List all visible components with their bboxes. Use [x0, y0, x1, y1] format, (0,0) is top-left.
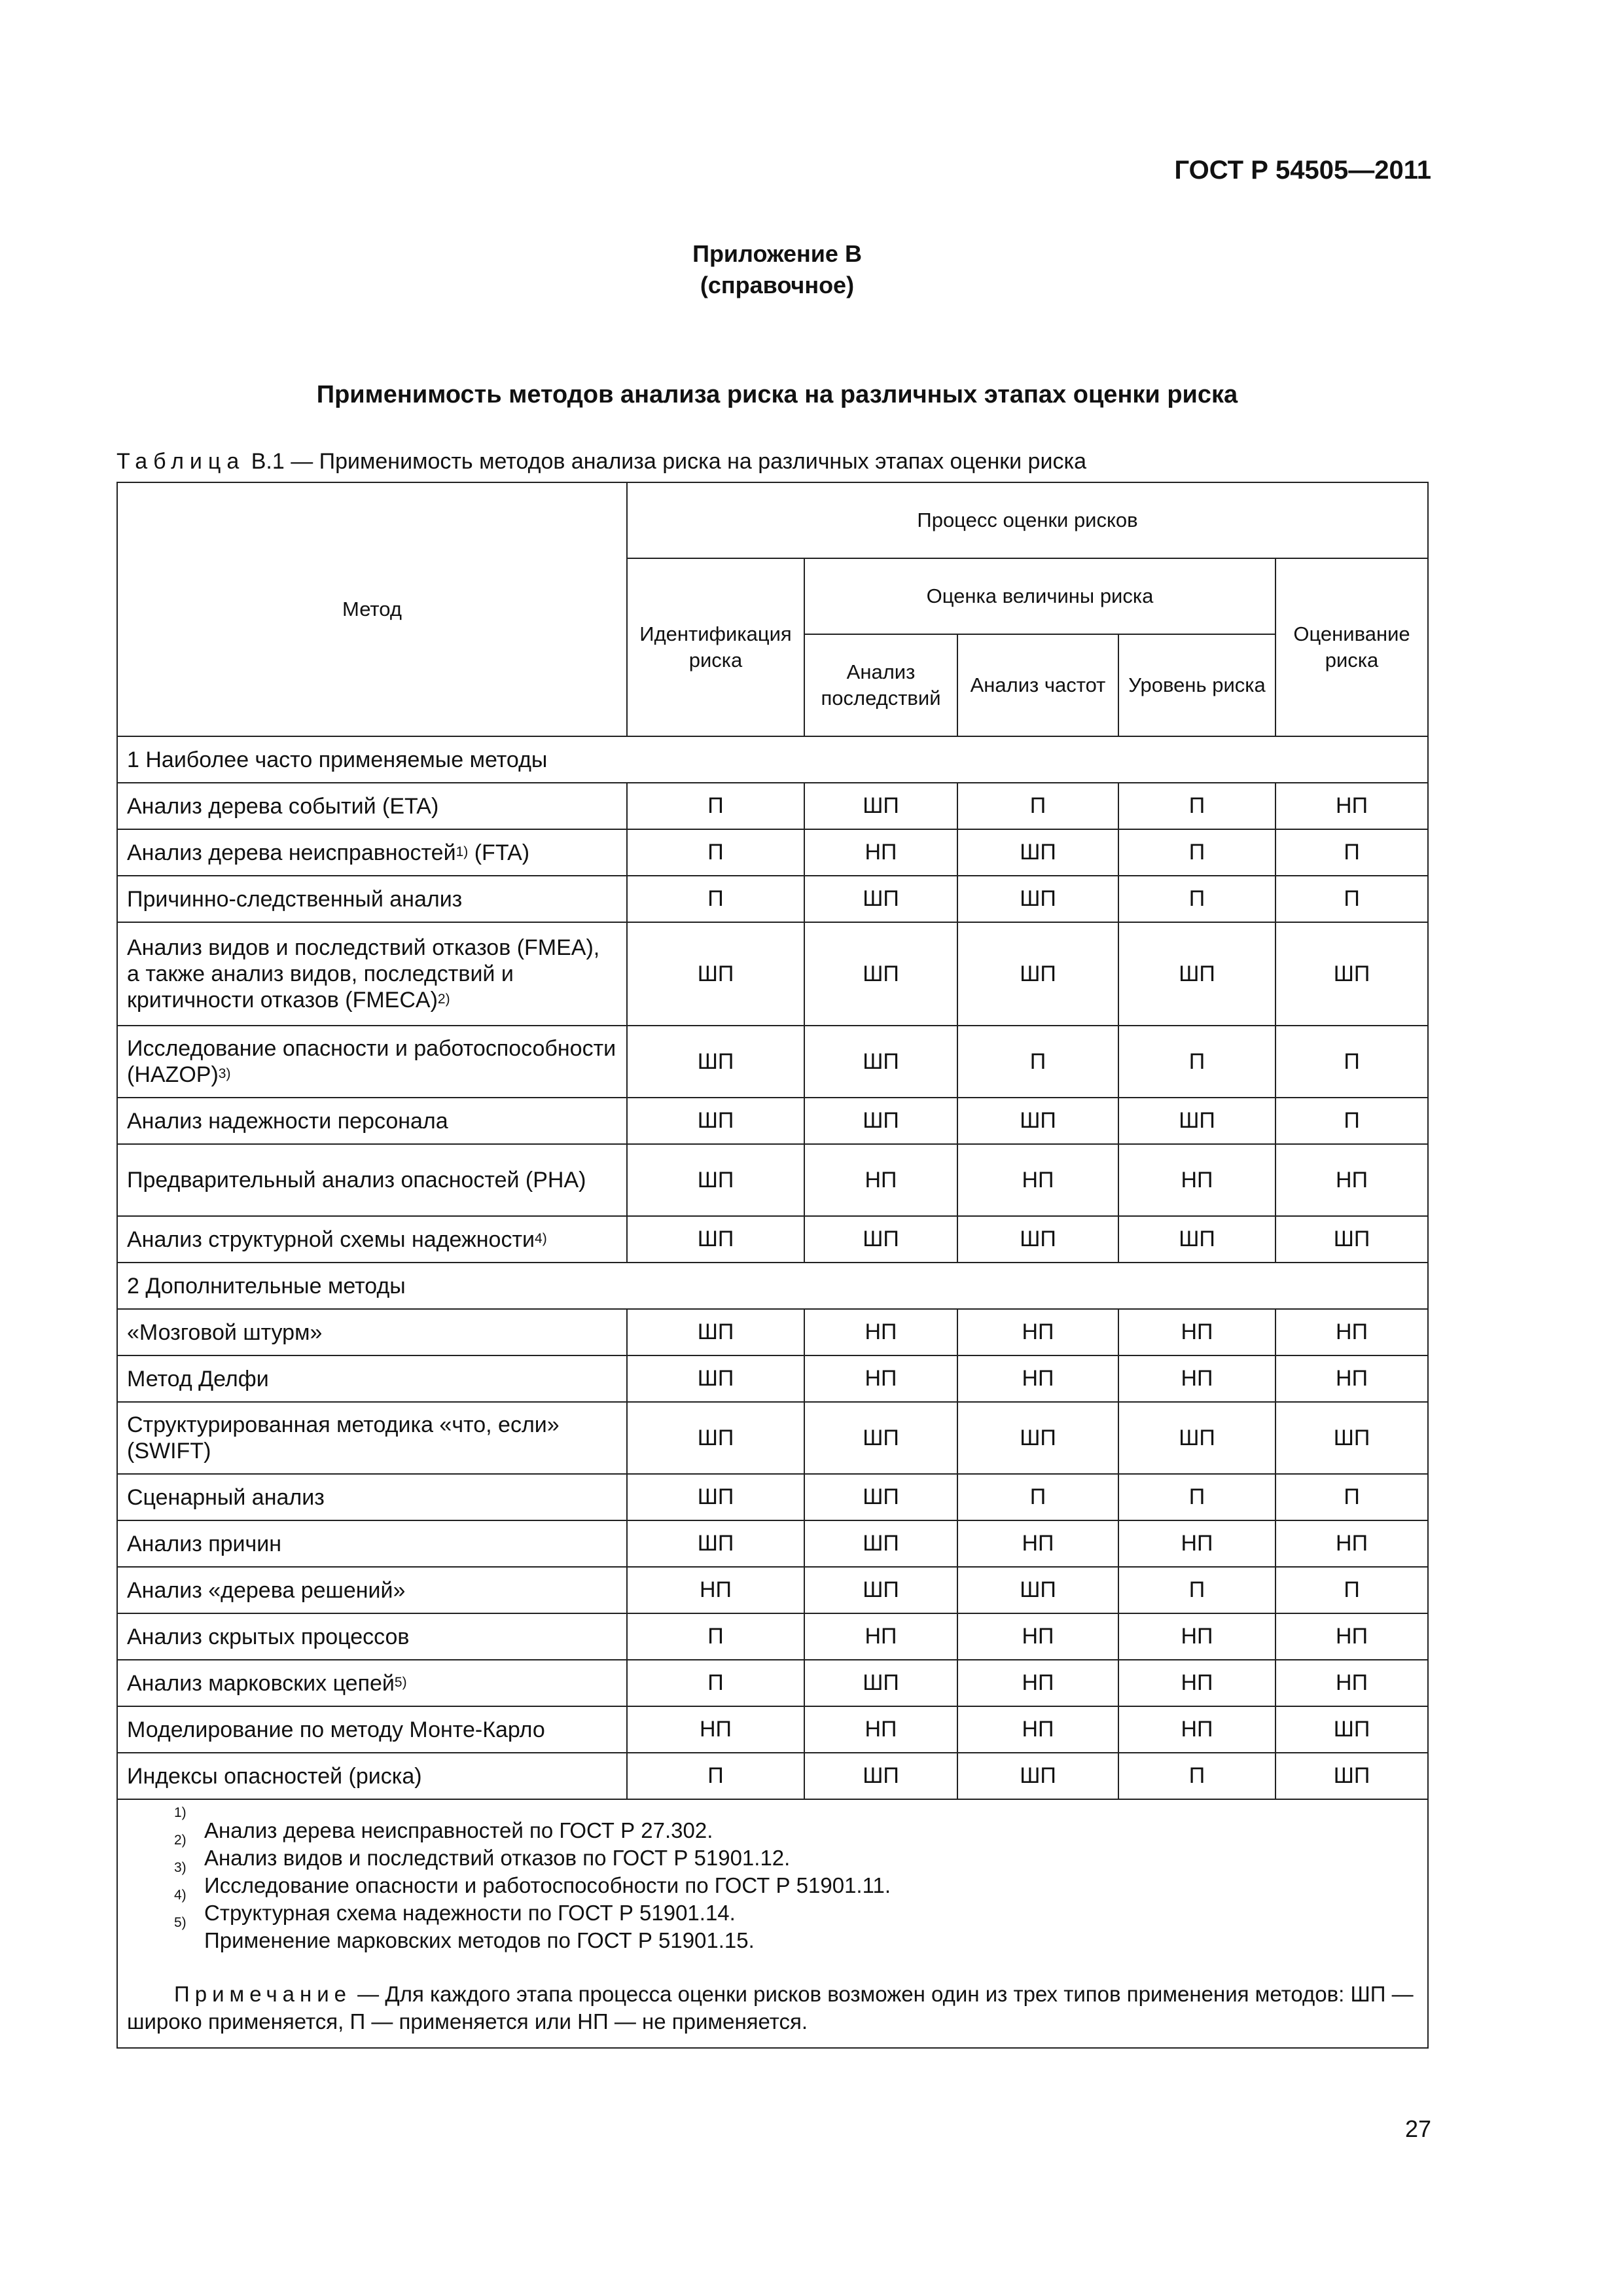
footnote-text: Структурная схема надежности по ГОСТ Р 51901.14.	[204, 1901, 736, 1925]
applicability-cell: НП	[1275, 1355, 1428, 1402]
applicability-cell: НП	[957, 1144, 1118, 1216]
method-name-suffix: (FTA)	[468, 840, 530, 865]
applicability-cell: НП	[957, 1355, 1118, 1402]
applicability-cell: П	[1275, 1567, 1428, 1613]
applicability-cell: ШП	[1275, 1402, 1428, 1474]
method-cell	[117, 876, 627, 922]
applicability-cell: П	[957, 783, 1118, 829]
footnote: 1) Анализ дерева неисправностей по ГОСТ Р 27.302.	[174, 1805, 713, 1842]
method-name: Анализ причин	[127, 1531, 282, 1556]
footnotes-cell	[117, 1799, 1428, 2048]
method-cell	[117, 829, 627, 876]
applicability-cell: П	[957, 1474, 1118, 1520]
applicability-cell: П	[1118, 1474, 1275, 1520]
appendix-label: Приложение В	[692, 240, 862, 267]
section-row	[117, 736, 1428, 783]
applicability-cell: НП	[1275, 1613, 1428, 1660]
table-footer	[117, 1799, 1428, 2048]
methods-table	[116, 482, 1429, 2049]
applicability-cell: ШП	[804, 1402, 957, 1474]
method-name: Исследование опасности и работоспособности (HAZOP)	[127, 1036, 616, 1087]
applicability-cell: НП	[1275, 1660, 1428, 1706]
applicability-cell: НП	[804, 1355, 957, 1402]
applicability-cell: ШП	[1118, 922, 1275, 1026]
header-frequencies: Анализ частот	[957, 634, 1118, 736]
applicability-cell: НП	[957, 1613, 1118, 1660]
method-cell	[117, 1567, 627, 1613]
applicability-cell: НП	[957, 1520, 1118, 1567]
applicability-cell: НП	[804, 1144, 957, 1216]
page-title: Применимость методов анализа риска на различных этапах оценки риска	[316, 381, 1238, 408]
table-row	[117, 1474, 1428, 1520]
table-row	[117, 1309, 1428, 1355]
table-row	[117, 1567, 1428, 1613]
method-name: Метод Делфи	[127, 1366, 269, 1391]
method-cell	[117, 922, 627, 1026]
applicability-cell: ШП	[804, 1474, 957, 1520]
method-name: Анализ скрытых процессов	[127, 1624, 410, 1649]
footnote: 4) Структурная схема надежности по ГОСТ Р 51901.14.	[174, 1888, 736, 1925]
applicability-cell: ШП	[804, 1216, 957, 1263]
table-caption	[116, 449, 1086, 475]
method-cell	[117, 1355, 627, 1402]
method-name: Моделирование по методу Монте-Карло	[127, 1717, 545, 1742]
applicability-cell: П	[1275, 1026, 1428, 1098]
table-note	[127, 1981, 1418, 2036]
applicability-cell: ШП	[804, 922, 957, 1026]
applicability-cell: П	[1118, 1026, 1275, 1098]
applicability-cell: НП	[1275, 1520, 1428, 1567]
applicability-cell: ШП	[627, 1402, 804, 1474]
applicability-cell: ШП	[1275, 1753, 1428, 1799]
footnotes-list	[127, 1805, 1418, 1954]
table-row	[117, 922, 1428, 1026]
section-title: 1 Наиболее часто применяемые методы	[117, 736, 1428, 783]
method-name: «Мозговой штурм»	[127, 1319, 323, 1345]
applicability-cell: П	[627, 1613, 804, 1660]
method-name: Индексы опасностей (риска)	[127, 1763, 422, 1789]
applicability-cell: ШП	[627, 922, 804, 1026]
applicability-cell: П	[1118, 1567, 1275, 1613]
document-code: ГОСТ Р 54505—2011	[1174, 156, 1431, 185]
table-row	[117, 1026, 1428, 1098]
applicability-cell: ШП	[804, 1026, 957, 1098]
applicability-cell: НП	[804, 1309, 957, 1355]
method-name: Анализ марковских цепей	[127, 1670, 395, 1696]
applicability-cell: ШП	[957, 1216, 1118, 1263]
applicability-cell: ШП	[627, 1216, 804, 1263]
applicability-cell: П	[627, 876, 804, 922]
footnote-text: Анализ видов и последствий отказов по ГОСТ Р 51901.12.	[204, 1846, 791, 1870]
method-cell	[117, 1660, 627, 1706]
applicability-cell: НП	[627, 1706, 804, 1753]
applicability-cell: НП	[1118, 1660, 1275, 1706]
header-level: Уровень риска	[1118, 634, 1275, 736]
table-row	[117, 1753, 1428, 1799]
applicability-cell: П	[1118, 876, 1275, 922]
applicability-cell: ШП	[957, 1098, 1118, 1144]
applicability-cell: ШП	[804, 1660, 957, 1706]
header-consequences: Анализ последствий	[804, 634, 957, 736]
table-row	[117, 1706, 1428, 1753]
method-cell	[117, 1144, 627, 1216]
table-row	[117, 783, 1428, 829]
applicability-cell: НП	[957, 1309, 1118, 1355]
applicability-cell: НП	[804, 829, 957, 876]
method-cell	[117, 1026, 627, 1098]
applicability-cell: ШП	[627, 1520, 804, 1567]
applicability-cell: НП	[1118, 1355, 1275, 1402]
applicability-cell: НП	[804, 1613, 957, 1660]
table-row	[117, 1098, 1428, 1144]
applicability-cell: ШП	[1275, 1216, 1428, 1263]
method-name: Анализ надежности персонала	[127, 1108, 448, 1134]
method-name: Причинно-следственный анализ	[127, 886, 463, 912]
applicability-cell: П	[1118, 1753, 1275, 1799]
note-label: Примечание	[174, 1982, 352, 2006]
table-header	[117, 482, 1428, 736]
method-cell	[117, 1098, 627, 1144]
section-title: 2 Дополнительные методы	[117, 1263, 1428, 1309]
applicability-cell: ШП	[957, 1753, 1118, 1799]
applicability-cell: П	[627, 829, 804, 876]
applicability-cell: НП	[1275, 1144, 1428, 1216]
footnote-ref: 3)	[218, 1066, 231, 1081]
method-cell	[117, 1613, 627, 1660]
applicability-cell: ШП	[804, 876, 957, 922]
method-cell	[117, 1216, 627, 1263]
table-row	[117, 1613, 1428, 1660]
applicability-cell: П	[1275, 876, 1428, 922]
method-cell	[117, 1402, 627, 1474]
method-cell	[117, 1474, 627, 1520]
method-name: Сценарный анализ	[127, 1484, 325, 1510]
applicability-cell: ШП	[804, 1753, 957, 1799]
table-row	[117, 829, 1428, 876]
table-row	[117, 1660, 1428, 1706]
footnote-text: Применение марковских методов по ГОСТ Р 51901.15.	[204, 1928, 755, 1952]
applicability-cell: НП	[957, 1660, 1118, 1706]
applicability-cell: П	[627, 1660, 804, 1706]
applicability-cell: НП	[1275, 1309, 1428, 1355]
applicability-cell: ШП	[957, 922, 1118, 1026]
applicability-cell: П	[1118, 783, 1275, 829]
header-process: Процесс оценки рисков	[627, 482, 1428, 558]
page-number: 27	[1404, 2115, 1431, 2142]
method-cell	[117, 783, 627, 829]
table-row	[117, 876, 1428, 922]
method-name: Анализ видов и последствий отказов (FMEA), а также анализ видов, последствий и критичности отказов (FMECA)	[127, 935, 600, 1013]
applicability-cell: НП	[1118, 1309, 1275, 1355]
applicability-cell: НП	[1118, 1144, 1275, 1216]
applicability-cell: ШП	[957, 876, 1118, 922]
applicability-cell: П	[1275, 1098, 1428, 1144]
applicability-cell: НП	[957, 1706, 1118, 1753]
applicability-cell: ШП	[627, 1098, 804, 1144]
applicability-cell: ШП	[627, 1474, 804, 1520]
applicability-cell: П	[1275, 829, 1428, 876]
footnote: 5) Применение марковских методов по ГОСТ Р 51901.15.	[174, 1915, 755, 1952]
header-magnitude: Оценка величины риска	[804, 558, 1275, 634]
footnote: 3) Исследование опасности и работоспособности по ГОСТ Р 51901.11.	[174, 1860, 891, 1897]
applicability-cell: ШП	[804, 783, 957, 829]
applicability-cell: ШП	[957, 829, 1118, 876]
footnote-ref: 2)	[437, 992, 450, 1007]
applicability-cell: ШП	[627, 1309, 804, 1355]
appendix-heading	[0, 238, 1554, 301]
applicability-cell: НП	[1275, 783, 1428, 829]
applicability-cell: НП	[1118, 1520, 1275, 1567]
applicability-cell: ШП	[627, 1144, 804, 1216]
note-text: — Для каждого этапа процесса оценки рисков возможен один из трех типов применения методов: ШП — широко применяется, П — применяется или НП — не применяется.	[127, 1982, 1414, 2034]
table-row	[117, 1144, 1428, 1216]
applicability-cell: НП	[1118, 1613, 1275, 1660]
applicability-cell: П	[627, 783, 804, 829]
footnote-text: Анализ дерева неисправностей по ГОСТ Р 27.302.	[204, 1818, 713, 1842]
method-name: Анализ дерева неисправностей	[127, 840, 456, 865]
applicability-cell: ШП	[1118, 1098, 1275, 1144]
footnote-ref: 4)	[535, 1230, 547, 1246]
applicability-cell: ШП	[627, 1026, 804, 1098]
appendix-type: (справочное)	[700, 272, 855, 298]
header-identification: Идентификация риска	[627, 558, 804, 736]
applicability-cell: ШП	[1275, 1706, 1428, 1753]
section-row	[117, 1263, 1428, 1309]
method-name: Предварительный анализ опасностей (PHA)	[127, 1168, 586, 1193]
footnote-ref: 1)	[455, 844, 469, 859]
footnote-text: Исследование опасности и работоспособности по ГОСТ Р 51901.11.	[204, 1873, 891, 1897]
applicability-cell: ШП	[957, 1402, 1118, 1474]
applicability-cell: ШП	[804, 1098, 957, 1144]
footnote-ref: 5)	[394, 1674, 407, 1690]
applicability-cell: НП	[1118, 1706, 1275, 1753]
footnote: 2) Анализ видов и последствий отказов по ГОСТ Р 51901.12.	[174, 1833, 791, 1870]
table-row	[117, 1216, 1428, 1263]
applicability-cell: ШП	[627, 1355, 804, 1402]
method-cell	[117, 1706, 627, 1753]
applicability-cell: ШП	[1118, 1216, 1275, 1263]
table-row	[117, 1402, 1428, 1474]
method-cell	[117, 1520, 627, 1567]
header-method: Метод	[117, 482, 627, 736]
table-row	[117, 1520, 1428, 1567]
header-evaluation: Оценивание риска	[1275, 558, 1428, 736]
method-name: Анализ дерева событий (ETA)	[127, 793, 439, 819]
applicability-cell: ШП	[1118, 1402, 1275, 1474]
applicability-cell: ШП	[804, 1567, 957, 1613]
applicability-cell: ШП	[957, 1567, 1118, 1613]
table-body	[117, 736, 1428, 1799]
applicability-cell: П	[957, 1026, 1118, 1098]
method-cell	[117, 1753, 627, 1799]
method-name: Анализ «дерева решений»	[127, 1577, 406, 1603]
applicability-cell: П	[1118, 829, 1275, 876]
method-name: Анализ структурной схемы надежности	[127, 1227, 535, 1252]
applicability-cell: П	[1275, 1474, 1428, 1520]
applicability-cell: ШП	[804, 1520, 957, 1567]
method-cell	[117, 1309, 627, 1355]
table-caption-label: Таблица	[116, 449, 245, 474]
table-row	[117, 1355, 1428, 1402]
applicability-cell: НП	[804, 1706, 957, 1753]
method-name: Структурированная методика «что, если» (SWIFT)	[127, 1412, 560, 1463]
table-caption-text: В.1 — Применимость методов анализа риска на различных этапах оценки риска	[245, 449, 1086, 474]
applicability-cell: П	[627, 1753, 804, 1799]
applicability-cell: ШП	[1275, 922, 1428, 1026]
applicability-cell: НП	[627, 1567, 804, 1613]
